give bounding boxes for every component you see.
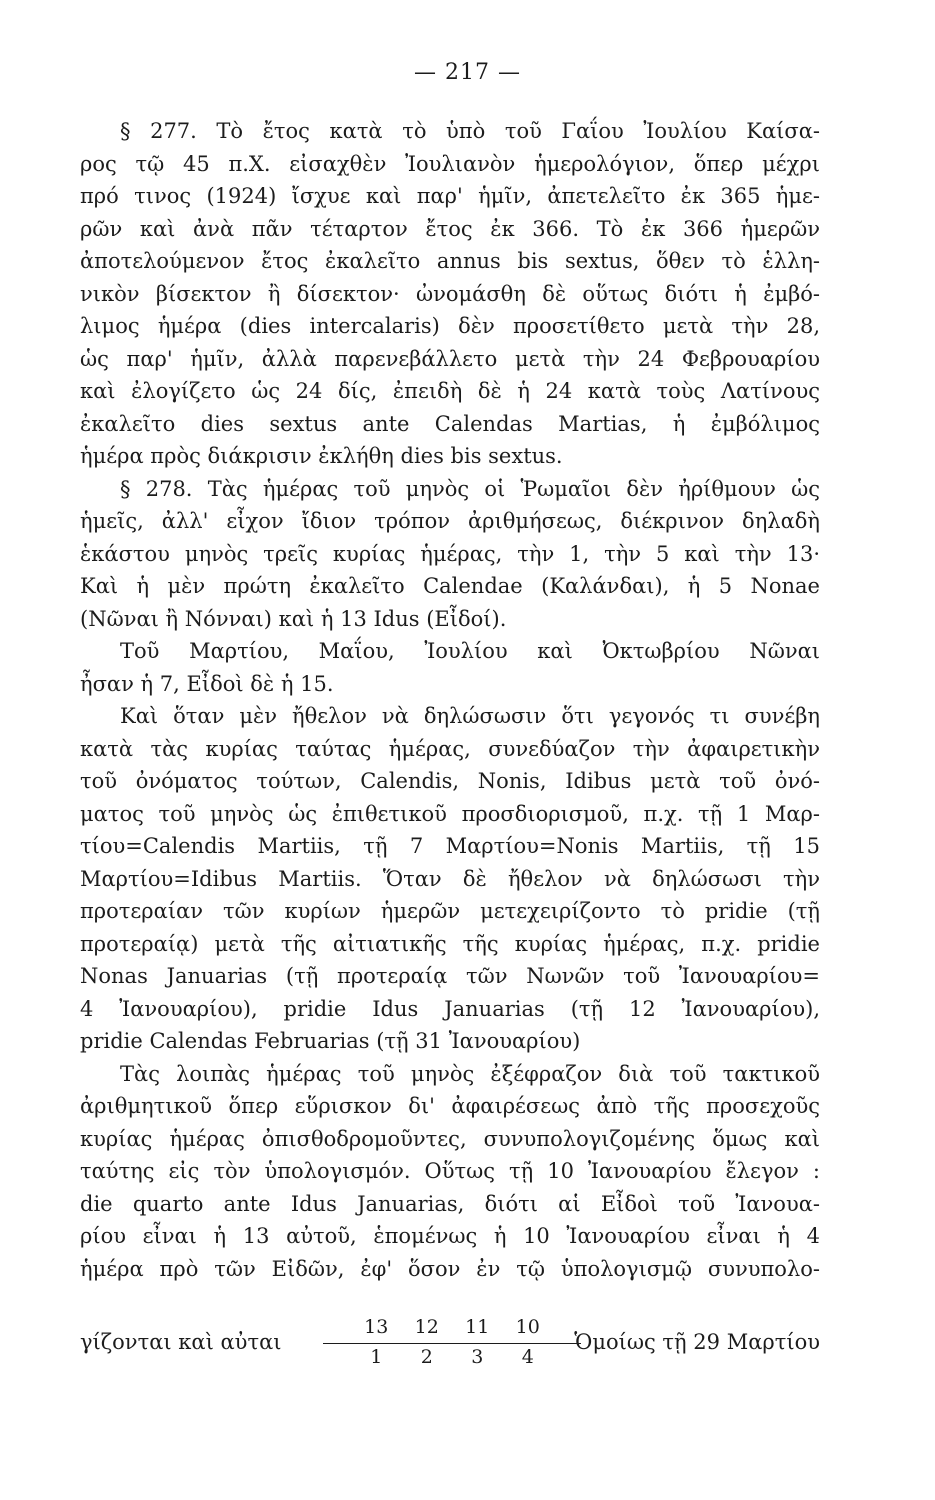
denominator: 4	[521, 1346, 534, 1368]
text-line: § 277. Τὸ ἔτος κατὰ τὸ ὑπὸ τοῦ Γαΐου Ἰουλίου Καίσα-	[120, 119, 820, 143]
page-number: — 217 —	[414, 60, 521, 85]
text-line: Τὰς λοιπὰς ἡμέρας τοῦ μηνὸς ἐξέφραζον διὰ τοῦ τακτικοῦ	[120, 1061, 820, 1086]
text-line: Καὶ ἡ μὲν πρώτη ἐκαλεῖτο Calendae (Καλάνδαι), ἡ 5 Nonae	[80, 574, 820, 598]
fraction-bar	[323, 1343, 581, 1344]
text-line: καὶ ἐλογίζετο ὡς 24 δίς, ἐπειδὴ δὲ ἡ 24 κατὰ τοὺς Λατίνους	[80, 379, 820, 403]
text-line: die quarto ante Idus Januarias, διότι αἱ Εἶδοὶ τοῦ Ἰανουα-	[80, 1191, 820, 1216]
text-line: κατὰ τὰς κυρίας ταύτας ἡμέρας, συνεδύαζον τὴν ἀφαιρετικὴν	[80, 736, 820, 761]
text-line: ἐκαλεῖτο dies sextus ante Calendas Martias, ἡ ἐμβόλιμος	[80, 411, 820, 436]
text-line: § 278. Τὰς ἡμέρας τοῦ μηνὸς οἱ Ῥωμαῖοι δὲν ἠρίθμουν ὡς	[120, 476, 820, 501]
text-line: προτεραίαν τῶν κυρίων ἡμερῶν μετεχειρίζοντο τὸ pridie (τῇ	[80, 899, 820, 923]
text-line: ἑκάστου μηνὸς τρεῖς κυρίας ἡμέρας, τὴν 1, τὴν 5 καὶ τὴν 13·	[80, 541, 820, 566]
text-line: ταύτης εἰς τὸν ὑπολογισμόν. Οὕτως τῇ 10 Ἰανουαρίου ἔλεγον :	[80, 1159, 820, 1183]
numerator: 12	[414, 1316, 439, 1338]
text-line: ἡμέρα πρὸς διάκρισιν ἐκλήθη dies bis sextus.	[80, 444, 563, 468]
text-line: ἦσαν ἡ 7, Εἶδοὶ δὲ ἡ 15.	[80, 671, 334, 696]
text-line: ἡμεῖς, ἀλλ' εἶχον ἴδιον τρόπον ἀριθμήσεως, διέκρινον δηλαδὴ	[80, 509, 820, 533]
text-line: ἡμέρα πρὸ τῶν Εἰδῶν, ἐφ' ὅσον ἐν τῷ ὑπολογισμῷ συνυπολο-	[80, 1256, 820, 1281]
denominator: 1	[370, 1346, 383, 1368]
day-count-fraction	[317, 1316, 587, 1376]
text-line: ὡς παρ' ἡμῖν, ἀλλὰ παρενεβάλλετο μετὰ τὴν 24 Φεβρουαρίου	[80, 346, 820, 371]
text-line: ρίου εἶναι ἡ 13 αὐτοῦ, ἑπομένως ἡ 10 Ἰανουαρίου εἶναι ἡ 4	[80, 1224, 820, 1248]
fraction-numerators	[317, 1316, 587, 1338]
text-line: νικὸν βίσεκτον ἢ δίσεκτον· ὠνομάσθη δὲ οὕτως διότι ἡ ἐμβό-	[80, 281, 820, 306]
text-line: ρῶν καὶ ἀνὰ πᾶν τέταρτον ἔτος ἐκ 366. Τὸ ἐκ 366 ἡμερῶν	[80, 216, 820, 241]
denominator: 2	[420, 1346, 433, 1368]
text-line: Τοῦ Μαρτίου, Μαΐου, Ἰουλίου καὶ Ὀκτωβρίου Νῶναι	[120, 639, 820, 663]
text-line: pridie Calendas Februarias (τῇ 31 Ἰανουαρίου)	[80, 1029, 581, 1053]
text-line: πρό τινος (1924) ἴσχυε καὶ παρ' ἡμῖν, ἀπετελεῖτο ἐκ 365 ἡμε-	[80, 184, 820, 208]
text-line: 4 Ἰανουαρίου), pridie Idus Januarias (τῇ 12 Ἰανουαρίου),	[80, 996, 820, 1021]
text-line: Μαρτίου=Idibus Martiis. Ὅταν δὲ ἤθελον νὰ δηλώσωσι τὴν	[80, 866, 820, 891]
fraction-denominators	[317, 1346, 587, 1368]
denominator: 3	[471, 1346, 484, 1368]
text-line: Nonas Januarias (τῇ προτεραίᾳ τῶν Νωνῶν τοῦ Ἰανουαρίου=	[80, 964, 820, 988]
text-line: ἀποτελούμενον ἔτος ἐκαλεῖτο annus bis sextus, ὅθεν τὸ ἑλλη-	[80, 249, 820, 273]
text-line: (Νῶναι ἢ Νόνναι) καὶ ἡ 13 Idus (Εἶδοί).	[80, 606, 507, 631]
fraction-line	[80, 1316, 820, 1376]
numerator: 11	[465, 1316, 490, 1338]
numerator: 10	[515, 1316, 540, 1338]
text-line: προτεραίᾳ) μετὰ τῆς αἰτιατικῆς τῆς κυρίας ἡμέρας, π.χ. pridie	[80, 931, 820, 956]
text-line: ματος τοῦ μηνὸς ὡς ἐπιθετικοῦ προσδιορισμοῦ, π.χ. τῇ 1 Μαρ-	[80, 801, 820, 826]
text-line: λιμος ἡμέρα (dies intercalaris) δὲν προσετίθετο μετὰ τὴν 28,	[80, 314, 820, 338]
fraction-lead-text: γίζονται καὶ αὐται	[80, 1330, 282, 1354]
text-line: ρος τῷ 45 π.Χ. εἰσαχθὲν Ἰουλιανὸν ἡμερολόγιον, ὅπερ μέχρι	[80, 151, 820, 176]
text-line: τίου=Calendis Martiis, τῇ 7 Μαρτίου=Nonis Martiis, τῇ 15	[80, 834, 820, 858]
numerator: 13	[364, 1316, 389, 1338]
text-line: κυρίας ἡμέρας ὀπισθοδρομοῦντες, συνυπολογιζομένης ὅμως καὶ	[80, 1126, 820, 1151]
text-line: τοῦ ὀνόματος τούτων, Calendis, Nonis, Idibus μετὰ τοῦ ὀνό-	[80, 769, 820, 793]
fraction-trail-text: Ὁμοίως τῇ 29 Μαρτίου	[574, 1330, 820, 1354]
text-line: ἀριθμητικοῦ ὅπερ εὕρισκον δι' ἀφαιρέσεως ἀπὸ τῆς προσεχοῦς	[80, 1094, 820, 1118]
body-text	[80, 115, 820, 1285]
text-line: Καὶ ὅταν μὲν ἤθελον νὰ δηλώσωσιν ὅτι γεγονός τι συνέβη	[120, 704, 820, 728]
